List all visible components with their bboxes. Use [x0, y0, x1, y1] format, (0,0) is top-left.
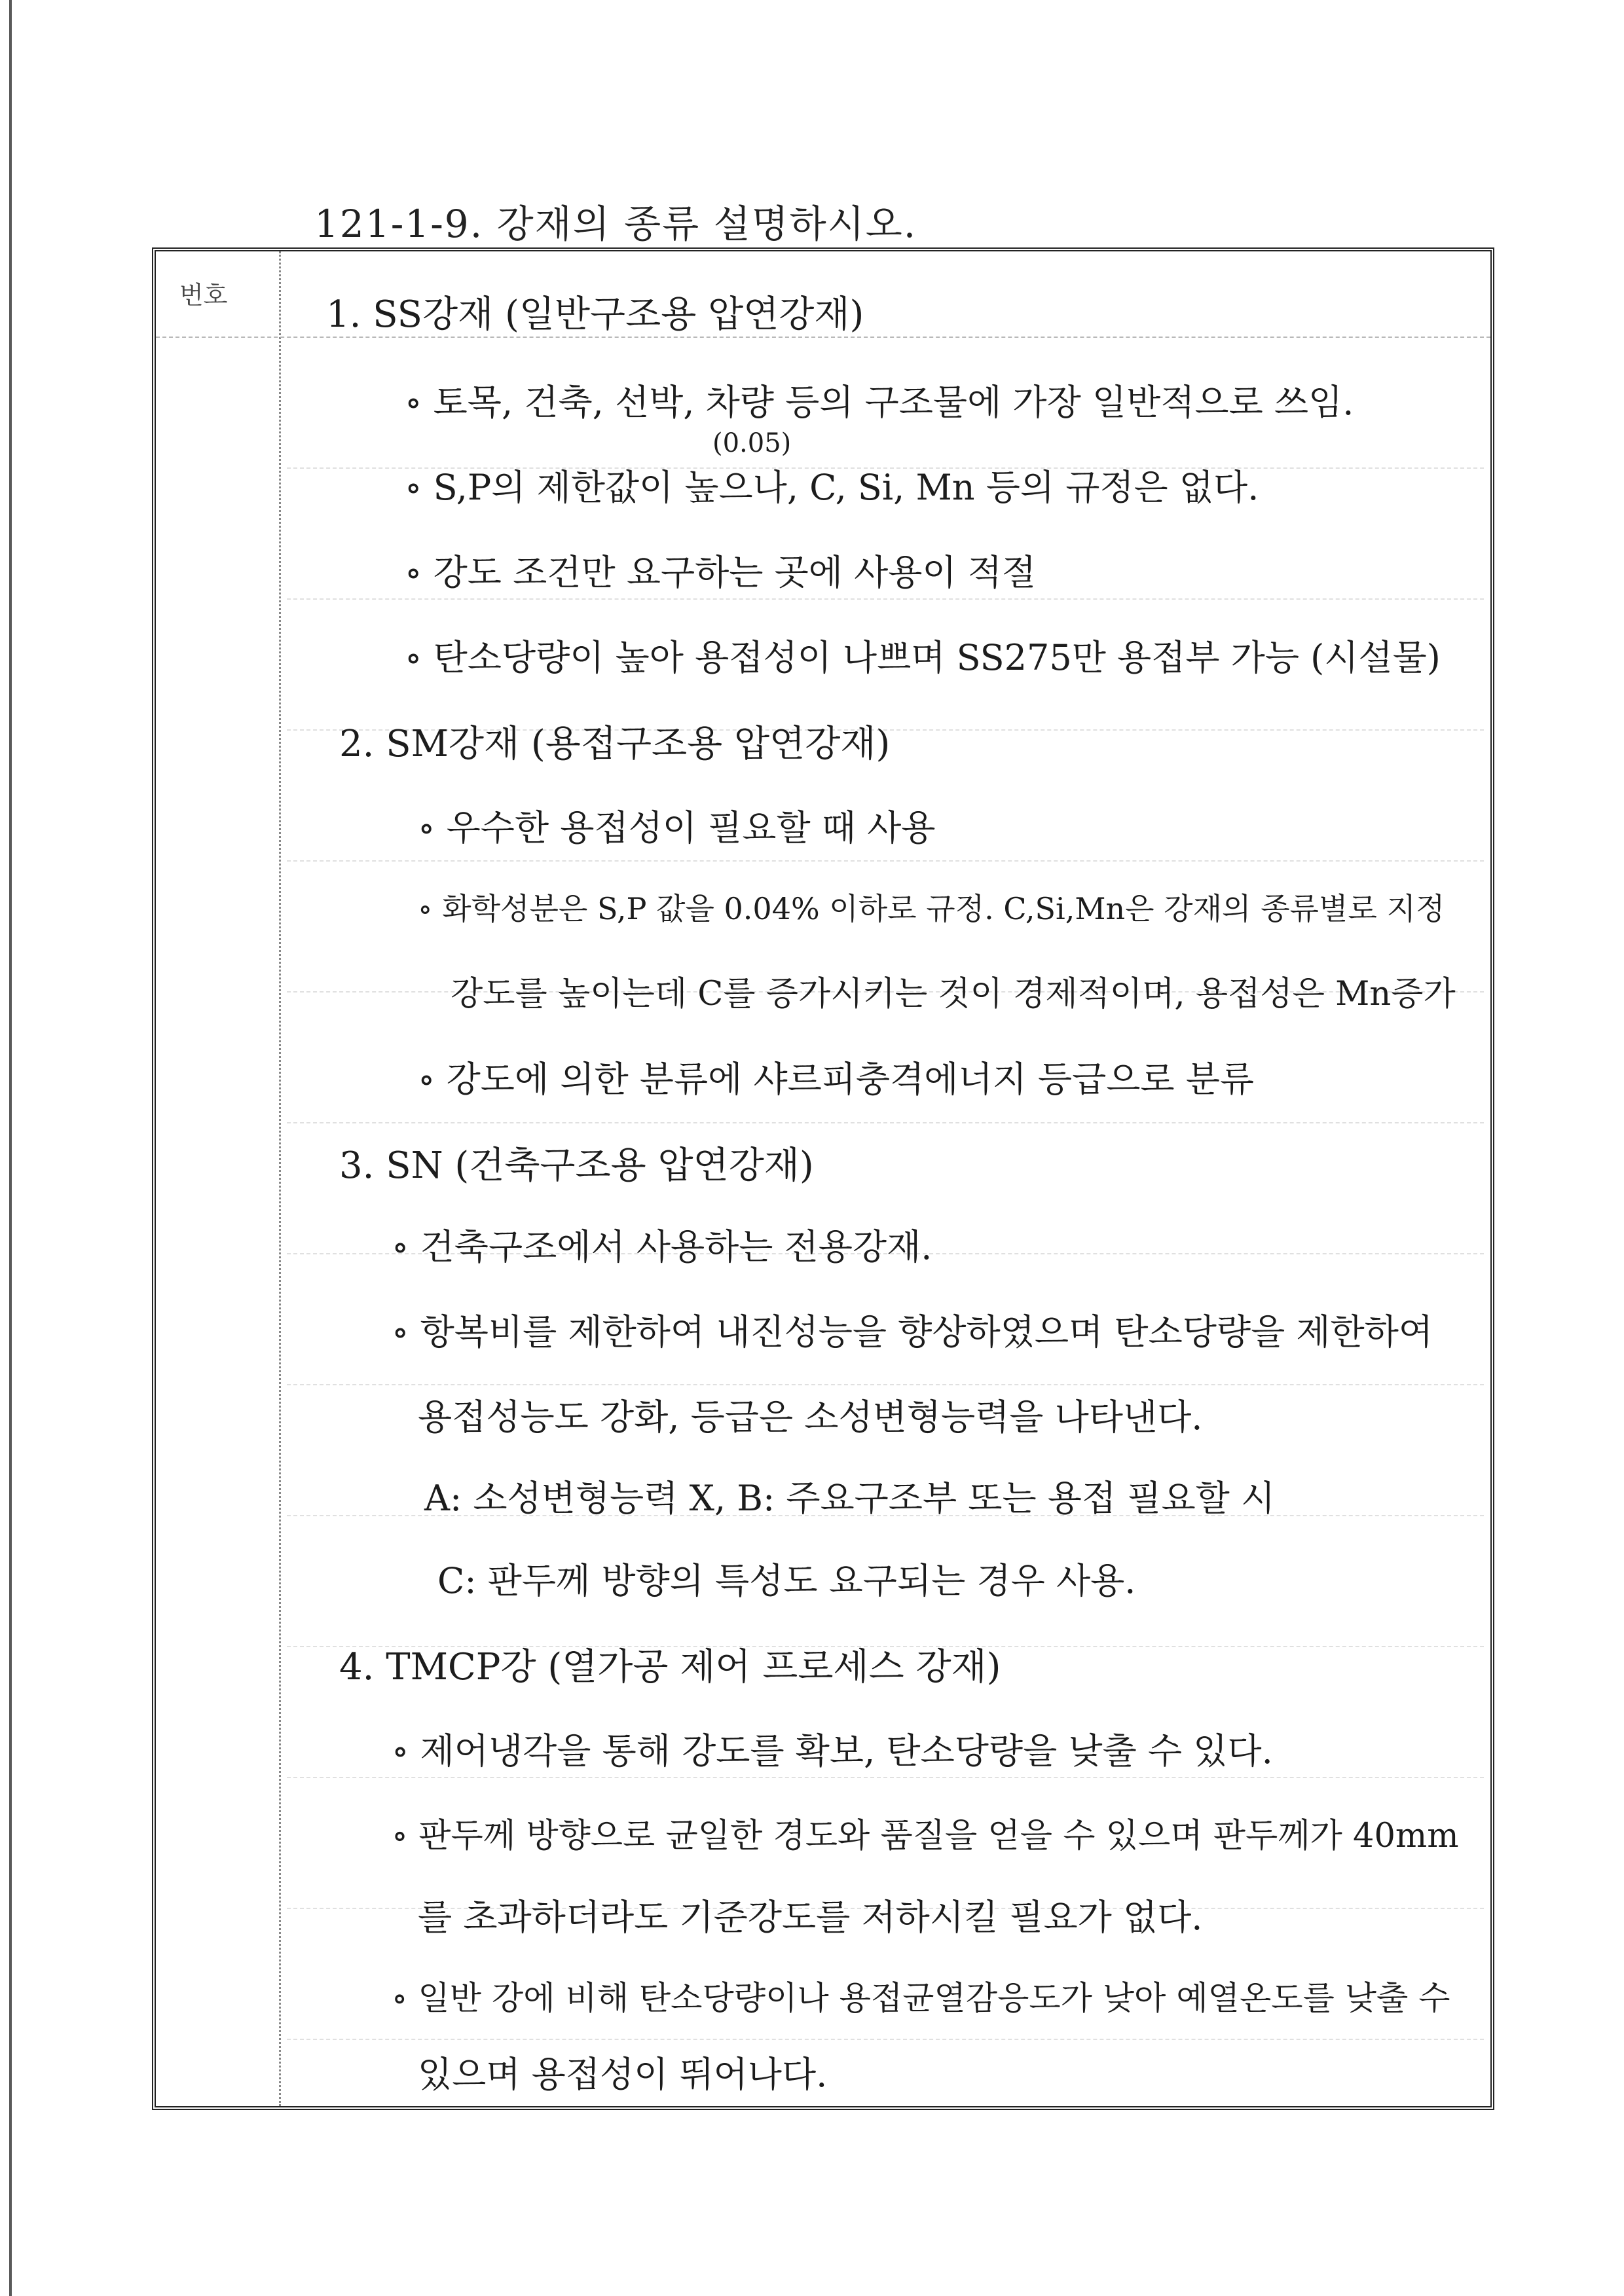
list-item: ∘ 일반 강에 비해 탄소당량이나 용접균열감응도가 낮아 예열온도를 낮출 수: [392, 1979, 1450, 2017]
list-item: ∘ 화학성분은 S,P 값을 0.04% 이하로 규정. C,Si,Mn은 강재의 종류별로 지정: [418, 891, 1445, 926]
list-item: ∘ 강도 조건만 요구하는 곳에 사용이 적절: [405, 552, 1037, 593]
list-item: ∘ 제어냉각을 통해 강도를 확보, 탄소당량을 낮출 수 있다.: [392, 1730, 1273, 1772]
list-item: ∘ 강도에 의한 분류에 샤르피충격에너지 등급으로 분류: [418, 1059, 1255, 1100]
list-item: ∘ 항복비를 제한하여 내진성능을 향상하였으며 탄소당량을 제한하여: [392, 1311, 1433, 1353]
list-item: ∘ 탄소당량이 높아 용접성이 나쁘며 SS275만 용접부 가능 (시설물): [405, 637, 1441, 678]
number-column-label: 번호: [179, 281, 228, 310]
grade-description: A: 소성변형능력 X, B: 주요구조부 또는 용접 필요할 시: [424, 1478, 1276, 1519]
section-heading: 4. TMCP강 (열가공 제어 프로세스 강재): [339, 1646, 1001, 1688]
section-heading: 3. SN (건축구조용 압연강재): [339, 1144, 814, 1187]
grade-description: C: 판두께 방향의 특성도 요구되는 경우 사용.: [437, 1560, 1136, 1601]
list-item: ∘ 토목, 건축, 선박, 차량 등의 구조물에 가장 일반적으로 쓰임.: [405, 382, 1354, 423]
section-heading: 1. SS강재 (일반구조용 압연강재): [326, 293, 864, 336]
list-item: ∘ S,P의 제한값이 높으나, C, Si, Mn 등의 규정은 없다.: [405, 467, 1259, 508]
list-item-continuation: 용접성능도 강화, 등급은 소성변형능력을 나타낸다.: [418, 1396, 1203, 1438]
section-heading: 2. SM강재 (용접구조용 압연강재): [339, 723, 891, 765]
list-item: ∘ 우수한 용접성이 필요할 때 사용: [418, 807, 936, 848]
answer-sheet: [152, 247, 1494, 2110]
page-title: 121-1-9. 강재의 종류 설명하시오.: [314, 202, 917, 246]
list-item: ∘ 건축구조에서 사용하는 전용강재.: [392, 1226, 932, 1267]
handwritten-annotation: (0.05): [712, 428, 792, 458]
left-margin-rule: [9, 0, 12, 2296]
list-item-continuation: 있으며 용접성이 뛰어나다.: [418, 2054, 828, 2095]
list-item: ∘ 판두께 방향으로 균일한 경도와 품질을 얻을 수 있으며 판두께가 40mm: [392, 1817, 1459, 1855]
answer-content: [156, 251, 1490, 2106]
list-item-continuation: 강도를 높이는데 C를 증가시키는 것이 경제적이며, 용접성은 Mn증가: [451, 975, 1456, 1013]
list-item-continuation: 를 초과하더라도 기준강도를 저하시킬 필요가 없다.: [418, 1897, 1203, 1938]
